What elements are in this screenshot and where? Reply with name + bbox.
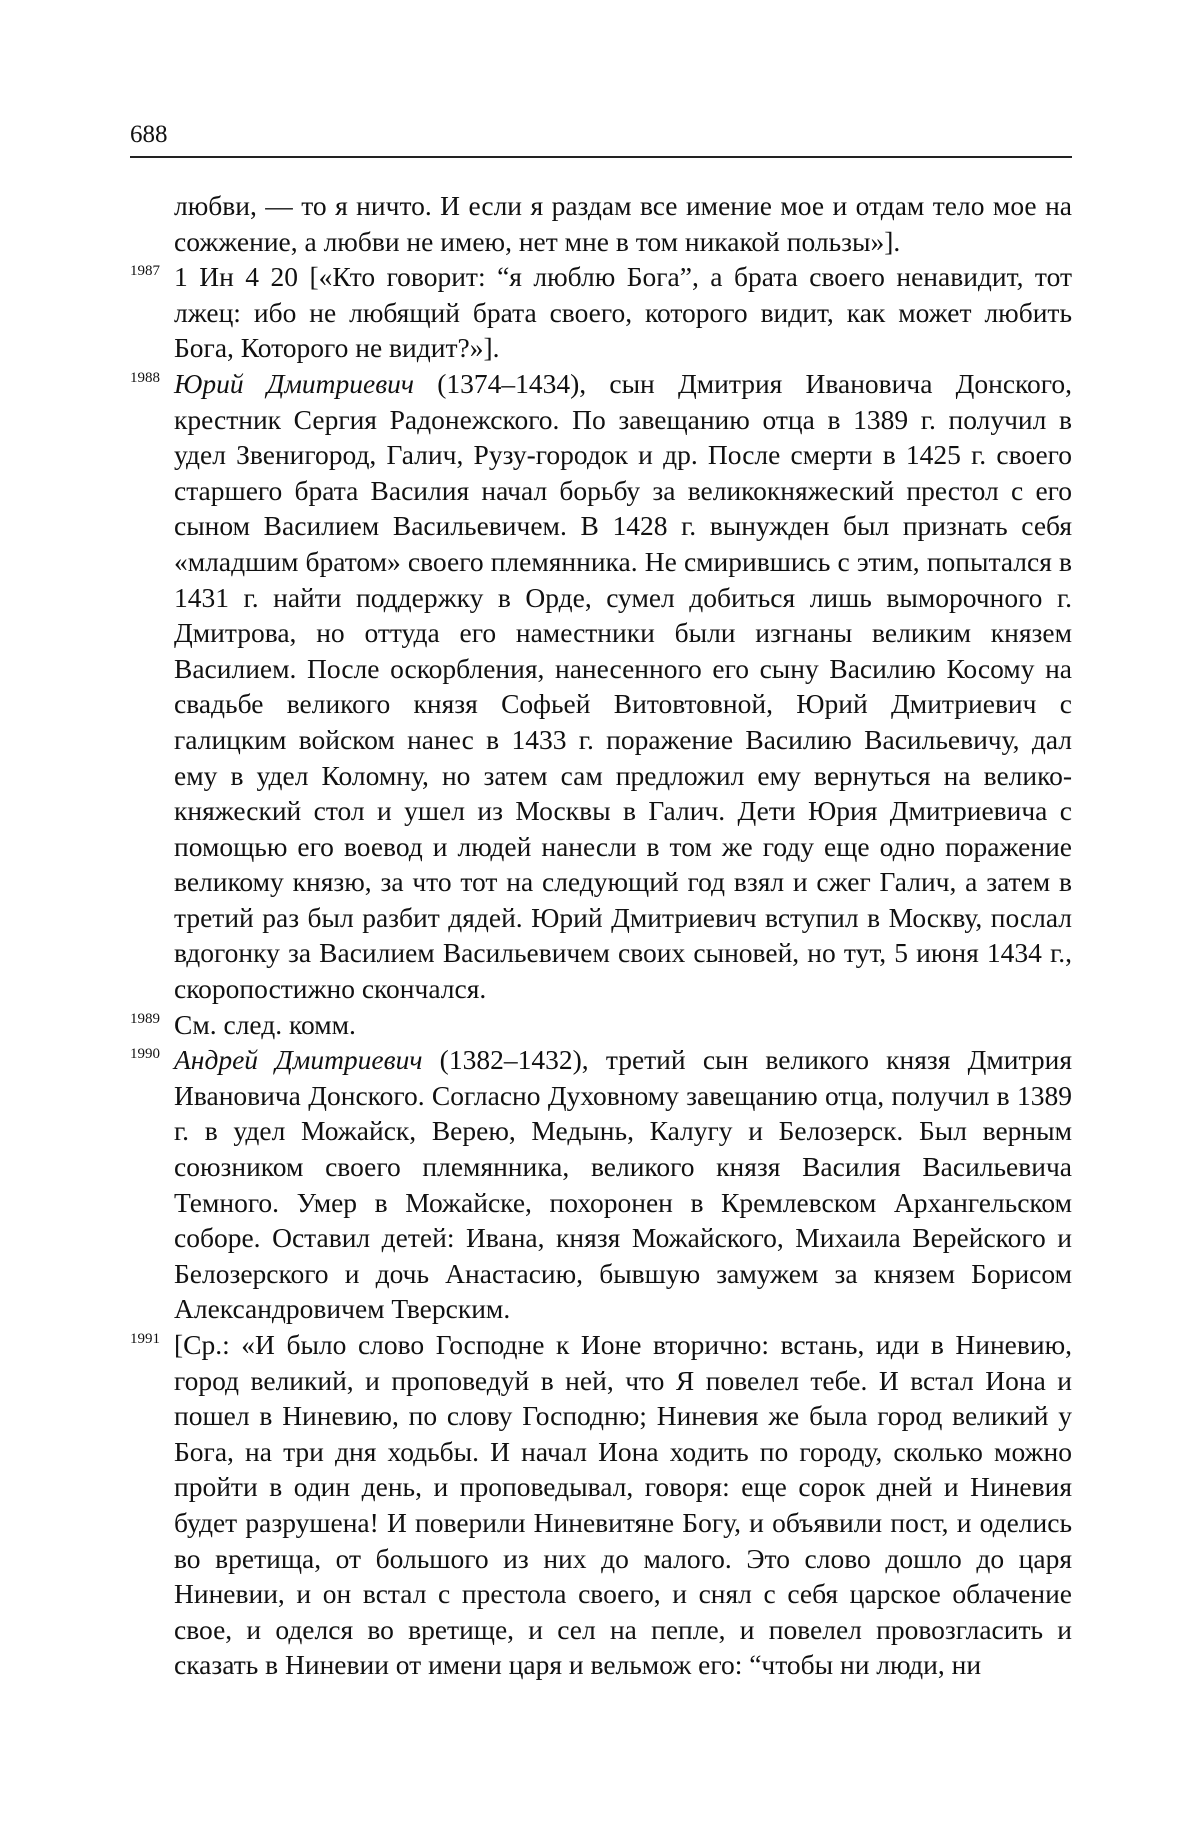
footnote-1988 xyxy=(130,366,1072,1007)
footnote-text: 1 Ин 4 20 [«Кто говорит: “я люблю Бога”, а брата своего ненавидит, тот лжец: ибо не любящий брата своего, которого видит, как может любить Бога, Которого не видит?»]. xyxy=(174,261,1072,364)
footnote-person-name: Андрей Дмитриевич xyxy=(174,1044,423,1076)
footnote-number: 1987 xyxy=(130,263,160,280)
footnote-number: 1990 xyxy=(130,1046,160,1063)
footnote-text: (1382–1432), третий сын великого князя Дмитрия Ивановича Донского. Согласно Духовному завещанию отца, получил в 1389 г. в удел Можайск, Верею, Медынь, Калугу и Белозерск. Был верным союзником своего племянника, великого князя Василия Васильевича Темного. Умер в Можайске, похоронен в Кремлевском Архангельском соборе. Оставил детей: Ивана, князя Можайского, Михаила Верейского и Белозерского и дочь Анастасию, бывшую замужем за князем Борисом Александровичем Тверским. xyxy=(174,1044,1072,1325)
footnote-1991 xyxy=(130,1327,1072,1683)
footnote-number: 1988 xyxy=(130,369,160,386)
footnote-1987 xyxy=(130,259,1072,366)
footnote-1990 xyxy=(130,1042,1072,1327)
footnote-continuation xyxy=(130,188,1072,259)
footnote-number: 1991 xyxy=(130,1331,160,1347)
header-rule xyxy=(130,156,1072,158)
footnote-number: 1989 xyxy=(130,1010,160,1027)
footnotes xyxy=(130,188,1072,1683)
footnote-text: любви, — то я ничто. И если я раздам все имение мое и отдам тело мое на сожжение, а любви не имею, нет мне в том никакой пользы»]. xyxy=(174,190,1072,257)
footnote-text: См. след. комм. xyxy=(174,1008,356,1040)
footnote-text: [Ср.: «И было слово Господне к Ионе вторично: встань, иди в Ниневию, город великий, и проповедуй в ней, что Я повелел тебе. И встал Иона и пошел в Ниневию, по слову Господню; Ниневия же была город великий у Бога, на три дня ходьбы. И начал Иона ходить по городу, сколько можно пройти в один день, и проповедывал, говоря: еще сорок дней и Ниневия будет разрушена! И поверили Ниневитяне Богу, и объявили пост, и оделись во вретища, от большого из них до малого. Это слово дошло до царя Ниневии, и он встал с престола своего, и снял с себя царское облачение свое, и оделся во вретище, и сел на пепле, и повелел провозгласить и сказать в Ниневии от имени царя и вельмож его: “чтобы ни люди, ни xyxy=(174,1329,1072,1681)
footnote-person-name: Юрий Дмитриевич xyxy=(174,367,415,399)
page-number: 688 xyxy=(130,121,168,148)
footnote-1989 xyxy=(130,1007,1072,1043)
footnote-text: (1374–1434), сын Дмитрия Ивановича Донского, крестник Сергия Радонежского. По завещанию отца в 1389 г. получил в удел Звенигород, Галич, Рузу-городок и др. После смерти в 1425 г. своего старшего брата Василия начал борьбу за великокняжеский престол с его сыном Василием Васильевичем. В 1428 г. вынужден был признать себя «младшим братом» своего племянника. Не смирившись с этим, попытался в 1431 г. найти поддержку в Орде, сумел добиться лишь выморочного г. Дмитрова, но оттуда его наместники были изгнаны великим князем Василием. После оскорбления, нанесенного его сыну Василию Косому на свадьбе великого князя Софьей Витовтовной, Юрий Дмитриевич с галицким войском нанес в 1433 г. поражение Василию Васильевичу, дал ему в удел Коломну, но затем сам предложил ему вернуться на великокняжеский стол и ушел из Москвы в Галич. Дети Юрия Дмитриевича с помощью его воевод и людей нанесли в том же году еще одно поражение великому князю, за что тот на следующий год взял и сжег Галич, а затем в третий раз был разбит дядей. Юрий Дмитриевич вступил в Москву, послал вдогонку за Василием Васильевичем своих сыновей, но тут, 5 июня 1434 г., скоропостижно скончался. xyxy=(174,367,1072,1005)
